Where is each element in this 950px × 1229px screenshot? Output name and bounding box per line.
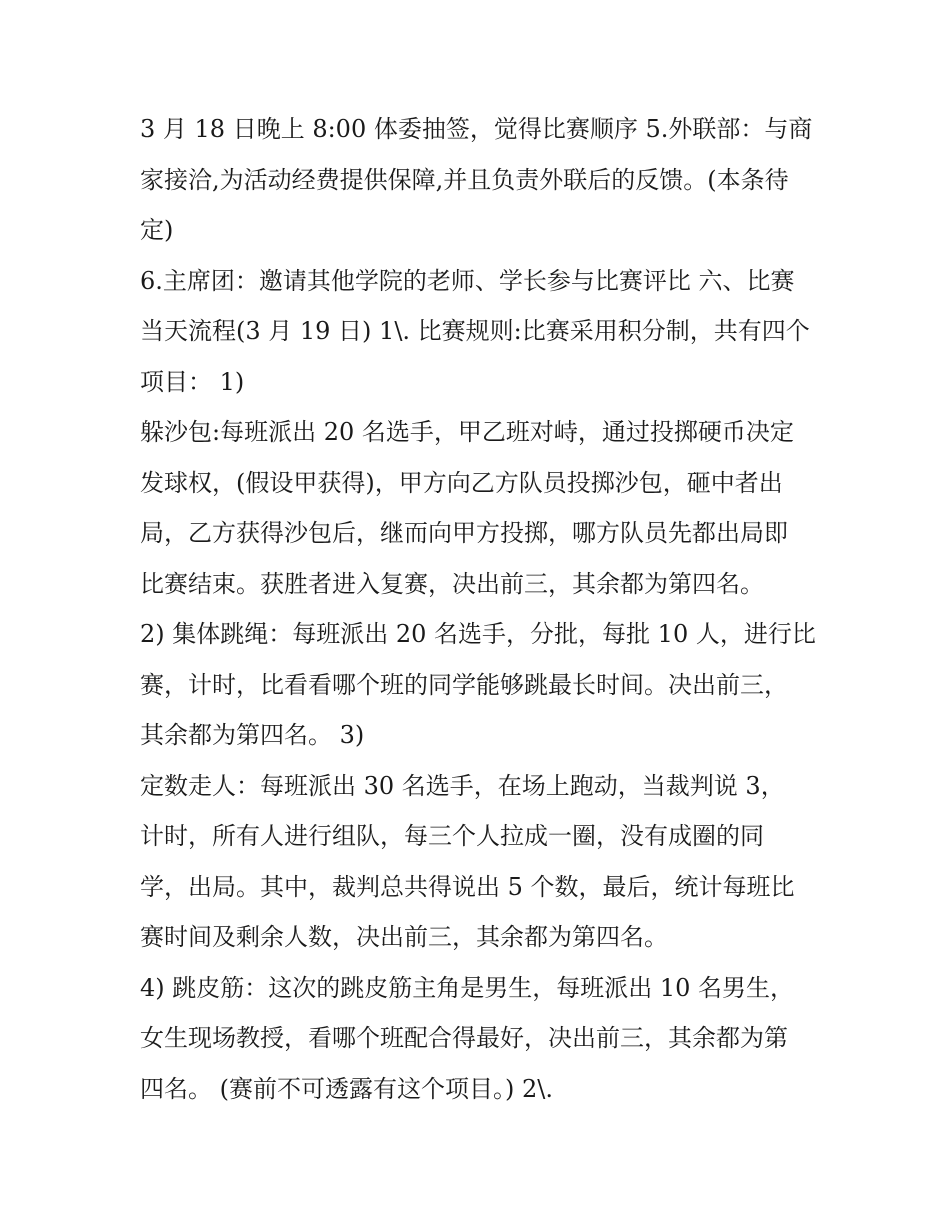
text-line-14: 定数走人：每班派出 30 名选手，在场上跑动，当裁判说 3， [140,771,785,800]
text-line-10: 比赛结束。获胜者进入复赛，决出前三，其余都为第四名。 [140,569,764,598]
text-line-17: 赛时间及剩余人数，决出前三，其余都为第四名。 [140,923,668,951]
text-line-9: 局，乙方获得沙包后，继而向甲方投掷，哪方队员先都出局即 [140,519,788,547]
text-line-4: 6.主席团：邀请其他学院的老师、学长参与比赛评比 六、比赛 [140,266,795,295]
text-line-20: 四名。 (赛前不可透露有这个项目。) 2\. [140,1074,553,1103]
document-body [140,104,820,1114]
text-line-12: 赛，计时，比看看哪个班的同学能够跳最长时间。决出前三， [140,670,788,699]
text-line-8: 发球权，(假设甲获得)，甲方向乙方队员投掷沙包，砸中者出 [140,468,783,497]
text-line-19: 女生现场教授，看哪个班配合得最好，决出前三，其余都为第 [140,1024,788,1052]
text-line-18: 4) 跳皮筋：这次的跳皮筋主角是男生，每班派出 10 名男生， [140,973,795,1002]
text-line-6: 项目： 1) [140,367,245,396]
text-line-11: 2) 集体跳绳：每班派出 20 名选手，分批，每批 10 人，进行比 [140,620,816,648]
text-line-13: 其余都为第四名。 3) [140,721,365,749]
text-line-3: 定) [140,216,174,244]
text-line-2: 家接洽,为活动经费提供保障,并且负责外联后的反馈。(本条待 [140,165,789,194]
text-line-5: 当天流程(3 月 19 日) 1\. 比赛规则:比赛采用积分制，共有四个 [140,317,810,345]
text-line-7: 躲沙包:每班派出 20 名选手，甲乙班对峙，通过投掷硬币决定 [140,418,794,446]
text-line-1: 3 月 18 日晚上 8:00 体委抽签，觉得比赛顺序 5.外联部：与商 [140,115,813,143]
text-line-15: 计时，所有人进行组队，每三个人拉成一圈，没有成圈的同 [140,822,764,850]
text-line-16: 学，出局。其中，裁判总共得说出 5 个数，最后，统计每班比 [140,872,795,901]
